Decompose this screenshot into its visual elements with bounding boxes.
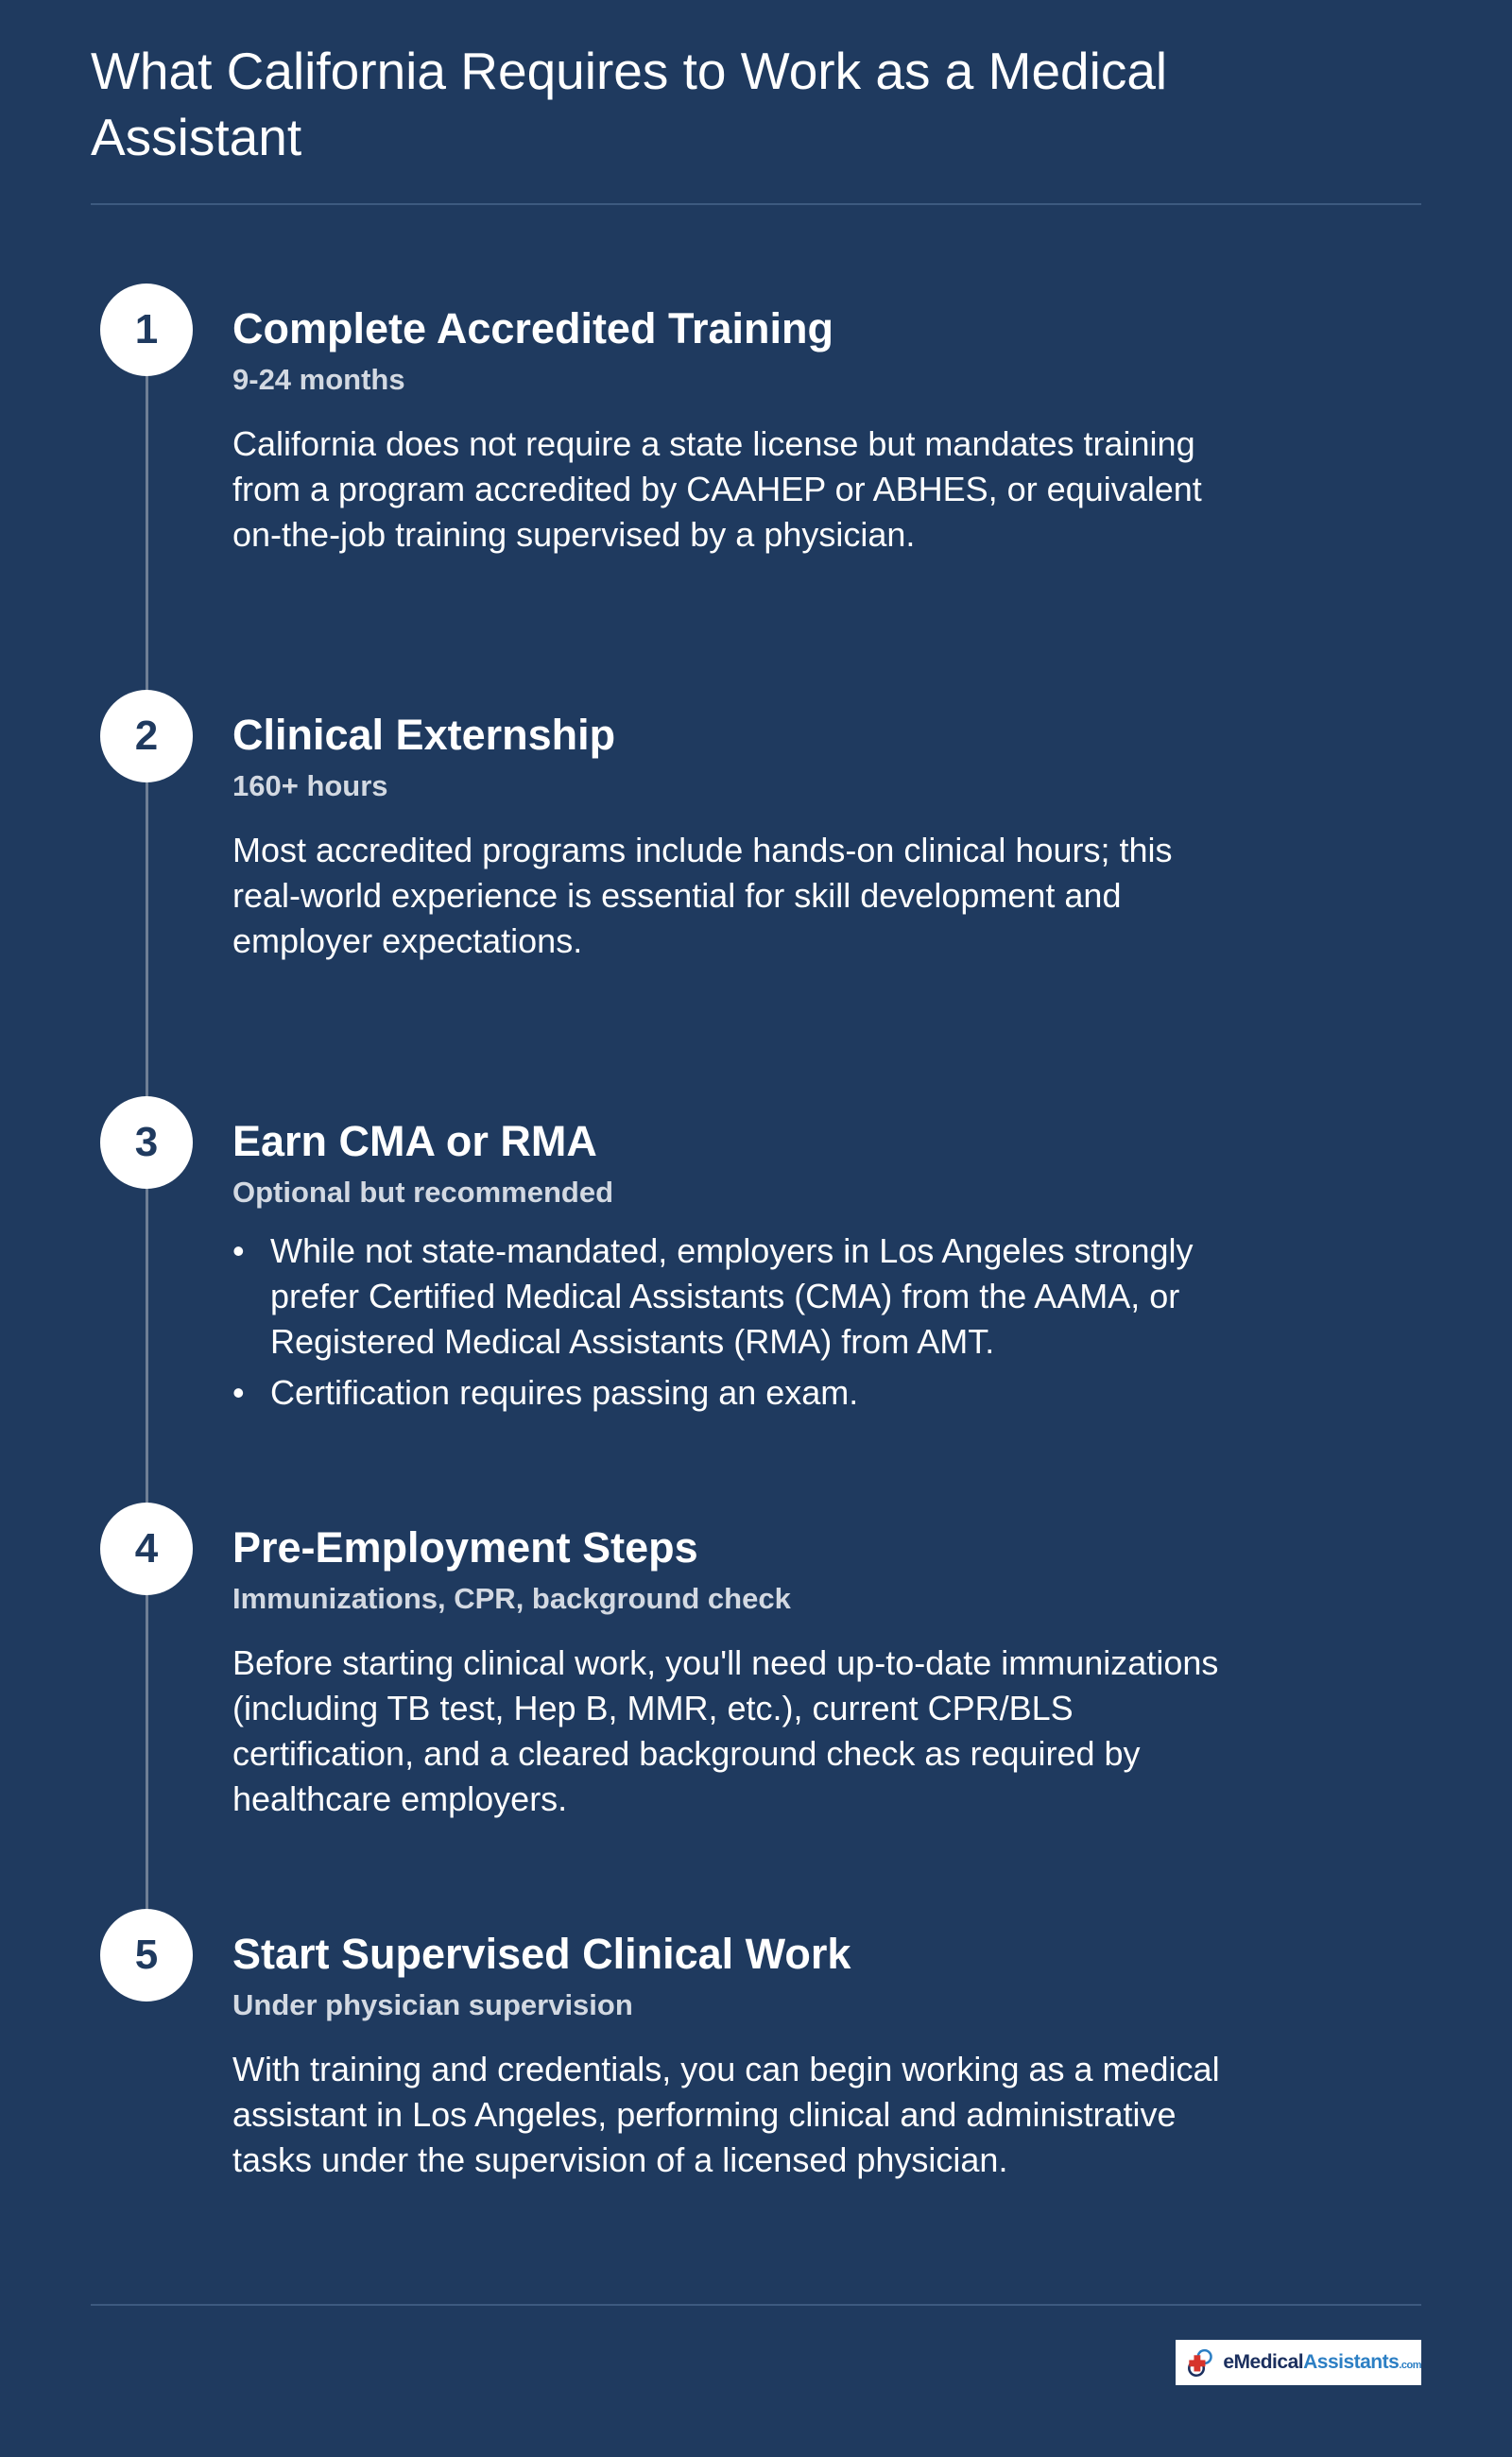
step-subtitle: Optional but recommended (232, 1176, 614, 1209)
step-subtitle: 9-24 months (232, 363, 405, 396)
step-content (232, 1521, 1234, 1822)
header-divider (91, 203, 1421, 205)
page-title: What California Requires to Work as a Medical Assistant (91, 42, 1168, 166)
step-bullet-list (232, 1228, 1234, 1416)
step-title: Pre-Employment Steps (232, 1523, 698, 1572)
step-content (232, 709, 1234, 964)
step-description: California does not require a state license but mandates training from a program accredited by CAAHEP or ABHES, or equivalent on-the-job training supervised by a physician. (232, 424, 1202, 554)
bullet-icon: • (232, 1373, 245, 1412)
bullet-icon: • (232, 1231, 245, 1270)
step-title: Complete Accredited Training (232, 304, 833, 352)
bullet-text: Certification requires passing an exam. (270, 1373, 859, 1412)
step-subtitle: 160+ hours (232, 769, 388, 802)
step-description: Most accredited programs include hands-on clinical hours; this real-world experience is essential for skill development and employer expectations. (232, 831, 1173, 960)
footer-divider (91, 2304, 1421, 2306)
logo-tld: .com (1399, 2360, 1421, 2371)
list-item (232, 1370, 1234, 1416)
list-item (232, 1228, 1234, 1365)
step-title: Clinical Externship (232, 711, 616, 759)
step-content (232, 302, 1234, 558)
bullet-text: While not state-mandated, employers in Los Angeles strongly prefer Certified Medical Assistants (CMA) from the AAMA, or Registered Medical Assistants (RMA) from AMT. (270, 1231, 1194, 1361)
step-title: Earn CMA or RMA (232, 1117, 597, 1165)
step-subtitle: Immunizations, CPR, background check (232, 1582, 791, 1615)
step-content (232, 1115, 1234, 1421)
step-content (232, 1928, 1234, 2183)
step-title: Start Supervised Clinical Work (232, 1930, 851, 1978)
brand-logo (1176, 2340, 1421, 2385)
step-description: Before starting clinical work, you'll need up-to-date immunizations (including TB test, Hep B, MMR, etc.), current CPR/BLS certification, and a cleared background check as required by healthcare employers. (232, 1643, 1219, 1818)
step-number-badge: 5 (100, 1909, 193, 2002)
brand-logo-text (1223, 2351, 1421, 2374)
step-number-badge: 3 (100, 1096, 193, 1189)
logo-prefix: eMedical (1223, 2351, 1304, 2373)
step-number-badge: 1 (100, 284, 193, 376)
step-number-badge: 4 (100, 1503, 193, 1595)
step-number-badge: 2 (100, 690, 193, 782)
step-subtitle: Under physician supervision (232, 1988, 633, 2021)
logo-main: Assistants (1303, 2351, 1400, 2373)
medical-cross-logo-icon (1185, 2345, 1217, 2380)
step-description: With training and credentials, you can begin working as a medical assistant in Los Angeles, performing clinical and administrative tasks under the supervision of a licensed physician. (232, 2050, 1220, 2179)
